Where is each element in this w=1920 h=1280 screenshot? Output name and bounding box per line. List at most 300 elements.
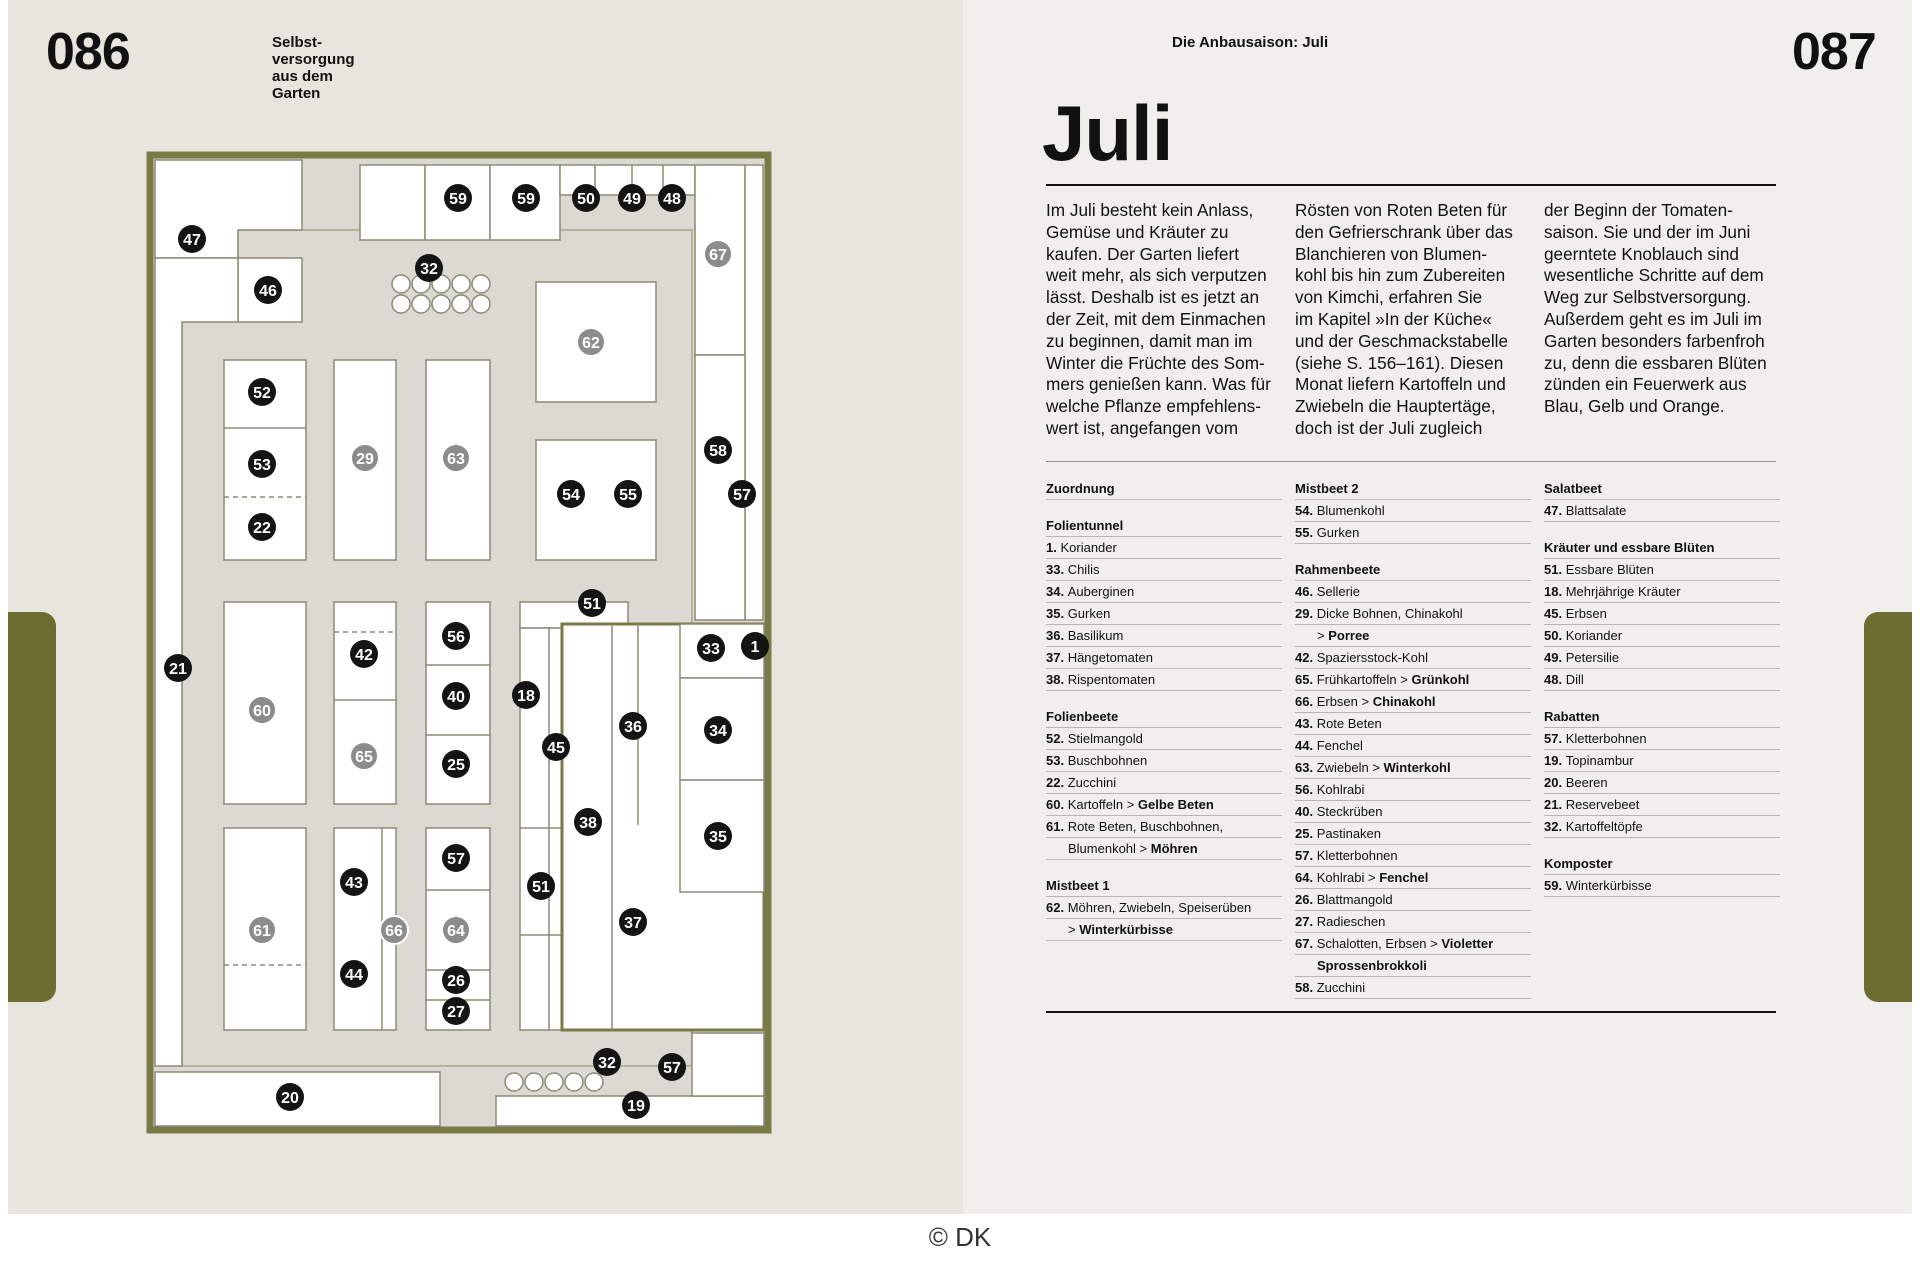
plan-marker-label: 64 [447, 923, 465, 940]
legend-text: Kartoffeltöpfe [1565, 819, 1643, 834]
garden-plan [0, 0, 780, 1150]
plan-marker [704, 716, 732, 744]
legend-text: Basilikum [1067, 628, 1124, 643]
legend-text: Stielmangold [1067, 731, 1143, 746]
legend-row [1295, 801, 1531, 823]
plan-marker-label: 50 [577, 191, 595, 208]
legend-text: Steckrüben [1316, 804, 1383, 819]
body-line: Monat liefern Kartoffeln und [1295, 374, 1506, 395]
legend-heading: Mistbeet 2 [1295, 478, 1531, 500]
legend-row [1544, 500, 1780, 522]
legend-row [1544, 750, 1780, 772]
plan-marker-label: 22 [253, 520, 271, 537]
legend-text: Zucchini [1316, 980, 1366, 995]
plan-marker-label: 26 [447, 973, 465, 990]
plan-marker [442, 916, 470, 944]
chapter-tab-right [1864, 612, 1912, 1002]
plan-marker [704, 822, 732, 850]
plan-marker-label: 58 [709, 443, 727, 460]
legend-text: Dill [1565, 672, 1584, 687]
plan-marker-label: 51 [532, 879, 550, 896]
legend-row [1046, 816, 1282, 838]
legend-row [1046, 772, 1282, 794]
section-label: Selbst- versorgung aus dem Garten [272, 34, 355, 102]
body-line: kaufen. Der Garten liefert [1046, 243, 1239, 264]
plan-marker-label: 46 [259, 283, 277, 300]
plan-marker [741, 632, 769, 660]
body-line: Im Juli besteht kein Anlass, [1046, 200, 1254, 220]
body-line: zu, denn die essbaren Blüten [1544, 352, 1767, 373]
plan-marker [658, 184, 686, 212]
legend-text: Topinambur [1565, 753, 1634, 768]
legend-text: Sellerie [1316, 584, 1361, 599]
plan-marker-label: 56 [447, 629, 465, 646]
plan-marker [350, 640, 378, 668]
legend-text: Rote Beten, Buschbohnen, [1067, 819, 1224, 834]
plan-marker [619, 908, 647, 936]
legend-row [1544, 559, 1780, 581]
plan-marker-label: 47 [183, 232, 201, 249]
legend-text: Erbsen [1565, 606, 1607, 621]
plan-marker-label: 21 [169, 661, 187, 678]
plan-marker-label: 18 [517, 688, 535, 705]
legend-number: 60. [1046, 797, 1068, 812]
bed-top-1 [360, 165, 425, 240]
legend-text: Frühkartoffeln > [1316, 672, 1412, 687]
plan-marker-label: 37 [624, 915, 642, 932]
legend-text: Pastinaken [1316, 826, 1382, 841]
legend-number: 56. [1295, 782, 1317, 797]
plan-marker [350, 742, 378, 770]
body-column-1 [1046, 200, 1278, 440]
plan-marker [619, 712, 647, 740]
legend-number: 50. [1544, 628, 1566, 643]
body-line: zu beginnen, damit man im [1046, 330, 1253, 351]
legend-result: Porree [1328, 628, 1370, 643]
plan-marker [340, 960, 368, 988]
plan-marker [512, 681, 540, 709]
legend-text: Blattmangold [1316, 892, 1393, 907]
legend-text: Zwiebeln > [1316, 760, 1384, 775]
legend-number: 52. [1046, 731, 1068, 746]
legend-text: Fenchel [1316, 738, 1363, 753]
legend-row [1295, 977, 1531, 999]
body-line: doch ist der Juli zugleich [1295, 417, 1483, 438]
plan-marker [444, 184, 472, 212]
legend-number: 51. [1544, 562, 1566, 577]
legend-text: Schalotten, Erbsen > [1316, 936, 1442, 951]
legend-result: Fenchel [1379, 870, 1429, 885]
legend-number: 59. [1544, 878, 1566, 893]
legend-text: Kletterbohnen [1565, 731, 1647, 746]
plan-marker [248, 916, 276, 944]
legend-result: Violetter [1441, 936, 1494, 951]
body-line: Winter die Früchte des Som- [1046, 352, 1265, 373]
legend-row [1544, 581, 1780, 603]
legend-number: 38. [1046, 672, 1068, 687]
plan-marker [618, 184, 646, 212]
plan-marker-label: 65 [355, 749, 373, 766]
plan-marker-label: 19 [627, 1098, 645, 1115]
legend-heading: Folienbeete [1046, 706, 1282, 728]
legend-number: 61. [1046, 819, 1068, 834]
body-line: wert ist, angefangen vom [1046, 417, 1239, 438]
legend-text: Erbsen > [1316, 694, 1373, 709]
legend-number: 47. [1544, 503, 1566, 518]
page-number-left: 086 [46, 23, 130, 81]
legend-number: 54. [1295, 503, 1317, 518]
legend-heading: Zuordnung [1046, 478, 1282, 500]
plan-marker [248, 513, 276, 541]
legend-text: > [1068, 922, 1080, 937]
plan-marker-label: 38 [579, 815, 597, 832]
plan-marker [442, 444, 470, 472]
plan-marker-label: 57 [733, 487, 751, 504]
legend-text: Dicke Bohnen, Chinakohl [1316, 606, 1463, 621]
legend-number: 36. [1046, 628, 1068, 643]
body-line: lässt. Deshalb ist es jetzt an [1046, 287, 1260, 308]
body-line: zünden ein Feuerwerk aus [1544, 374, 1747, 395]
legend-number: 58. [1295, 980, 1317, 995]
body-line: Blau, Gelb und Orange. [1544, 396, 1725, 417]
plan-marker-label: 62 [582, 335, 600, 352]
legend-heading: Rabatten [1544, 706, 1780, 728]
legend-row [1295, 867, 1531, 889]
plan-marker [442, 844, 470, 872]
legend-number: 27. [1295, 914, 1317, 929]
legend-number: 48. [1544, 672, 1566, 687]
body-line: wesentliche Schritte auf dem [1544, 265, 1764, 286]
plan-marker [178, 225, 206, 253]
legend-heading: Kräuter und essbare Blüten [1544, 537, 1780, 559]
legend-number: 1. [1046, 540, 1061, 555]
legend-text: Auberginen [1067, 584, 1135, 599]
plan-marker [351, 444, 379, 472]
legend-text: Buschbohnen [1067, 753, 1148, 768]
legend-row [1544, 625, 1780, 647]
legend-row [1046, 897, 1282, 919]
plan-marker [248, 696, 276, 724]
legend-text: Petersilie [1565, 650, 1620, 665]
legend-number: 67. [1295, 936, 1317, 951]
legend-number: 55. [1295, 525, 1317, 540]
legend-row [1295, 581, 1531, 603]
legend-result: Grünkohl [1411, 672, 1470, 687]
running-head: Die Anbausaison: Juli [1172, 34, 1329, 51]
legend-text: Rispentomaten [1067, 672, 1156, 687]
legend-text: Blumenkohl [1316, 503, 1385, 518]
plan-marker-label: 54 [562, 487, 580, 504]
plan-marker-label: 1 [750, 639, 760, 656]
legend-text: Gurken [1316, 525, 1360, 540]
legend-number: 42. [1295, 650, 1317, 665]
plan-marker [442, 682, 470, 710]
plan-marker-label: 40 [447, 689, 465, 706]
legend-row [1544, 728, 1780, 750]
legend-text: Beeren [1565, 775, 1608, 790]
legend-row [1046, 919, 1282, 941]
plan-marker [248, 378, 276, 406]
plan-marker [164, 654, 192, 682]
plan-marker [614, 480, 642, 508]
legend-text: Blattsalate [1565, 503, 1627, 518]
bed-57-bottom [692, 1033, 764, 1096]
plan-marker-label: 63 [447, 451, 465, 468]
legend-result: Winterkürbisse [1079, 922, 1174, 937]
legend-number: 34. [1046, 584, 1068, 599]
plan-marker-label: 44 [345, 967, 363, 984]
plan-marker-label: 57 [447, 851, 465, 868]
body-line: und der Geschmackstabelle [1295, 330, 1509, 351]
legend-row [1544, 603, 1780, 625]
legend-row [1046, 537, 1282, 559]
legend-number: 57. [1544, 731, 1566, 746]
plan-marker [248, 450, 276, 478]
legend-text: Radieschen [1316, 914, 1386, 929]
plan-marker-label: 33 [702, 641, 720, 658]
plan-marker-label: 35 [709, 829, 727, 846]
legend-text: Rote Beten [1316, 716, 1382, 731]
legend-row [1544, 875, 1780, 897]
body-column-2 [1295, 200, 1527, 440]
plan-marker-label: 59 [449, 191, 467, 208]
legend-result: Sprossenbrokkoli [1317, 958, 1427, 973]
plan-marker [415, 254, 443, 282]
legend-result: Gelbe Beten [1137, 797, 1214, 812]
body-line: der Zeit, mit dem Einmachen [1046, 308, 1266, 329]
legend-text: Kartoffeln > [1067, 797, 1138, 812]
legend-row [1295, 713, 1531, 735]
legend-number: 49. [1544, 650, 1566, 665]
legend-number: 45. [1544, 606, 1566, 621]
body-line: Garten besonders farbenfroh [1544, 330, 1765, 351]
plan-marker-label: 67 [709, 247, 727, 264]
legend-row [1046, 559, 1282, 581]
plan-marker [697, 634, 725, 662]
legend-row [1046, 794, 1282, 816]
plan-marker [658, 1053, 686, 1081]
legend-number: 33. [1046, 562, 1068, 577]
plan-marker [276, 1083, 304, 1111]
table-top-rule [1046, 461, 1776, 462]
page-title: Juli [1042, 89, 1173, 177]
legend-text: Blumenkohl > [1068, 841, 1151, 856]
plan-marker-label: 66 [385, 923, 403, 940]
plan-marker-label: 27 [447, 1004, 465, 1021]
plan-marker [442, 622, 470, 650]
plan-marker-label: 25 [447, 757, 465, 774]
legend-row [1046, 669, 1282, 691]
legend-row [1295, 955, 1531, 977]
legend-row [1544, 816, 1780, 838]
table-bottom-rule [1046, 1011, 1776, 1013]
plan-marker-label: 61 [253, 923, 271, 940]
legend-number: 25. [1295, 826, 1317, 841]
legend-heading: Folientunnel [1046, 515, 1282, 537]
legend-text: Gurken [1067, 606, 1111, 621]
legend-row [1295, 779, 1531, 801]
legend-row [1295, 757, 1531, 779]
legend-text: Kohlrabi > [1316, 870, 1380, 885]
legend-number: 40. [1295, 804, 1317, 819]
legend-number: 63. [1295, 760, 1317, 775]
legend-text: Kohlrabi [1316, 782, 1365, 797]
plan-marker-label: 48 [663, 191, 681, 208]
body-line: geerntete Knoblauch sind [1544, 243, 1739, 264]
legend-column-3 [1544, 478, 1780, 897]
body-line: welche Pflanze empfehlens- [1046, 396, 1261, 417]
plan-marker [572, 184, 600, 212]
legend-number: 19. [1544, 753, 1566, 768]
plan-marker-label: 42 [355, 647, 373, 664]
body-line: Weg zur Selbstversorgung. [1544, 287, 1751, 308]
legend-row [1046, 581, 1282, 603]
legend-number: 21. [1544, 797, 1566, 812]
body-line: Rösten von Roten Beten für [1295, 200, 1508, 220]
plan-marker-label: 34 [709, 723, 727, 740]
body-line: Zwiebeln die Hauptertäge, [1295, 396, 1496, 417]
legend-row [1295, 823, 1531, 845]
legend-number: 65. [1295, 672, 1317, 687]
legend-row [1046, 625, 1282, 647]
legend-number: 43. [1295, 716, 1317, 731]
legend-row [1046, 647, 1282, 669]
legend-number: 66. [1295, 694, 1317, 709]
legend-number: 44. [1295, 738, 1317, 753]
legend-row [1295, 625, 1531, 647]
plan-marker [704, 240, 732, 268]
legend-text: Mehrjährige Kräuter [1565, 584, 1681, 599]
legend-row [1046, 728, 1282, 750]
legend-text: Kletterbohnen [1316, 848, 1398, 863]
legend-heading: Mistbeet 1 [1046, 875, 1282, 897]
legend-row [1295, 889, 1531, 911]
legend-number: 57. [1295, 848, 1317, 863]
plan-marker [578, 589, 606, 617]
legend-text: Koriander [1060, 540, 1117, 555]
legend-row [1295, 933, 1531, 955]
body-line: der Beginn der Tomaten- [1544, 200, 1733, 220]
legend-row [1544, 669, 1780, 691]
plan-marker [442, 997, 470, 1025]
plan-marker [527, 872, 555, 900]
legend-row [1295, 669, 1531, 691]
legend-row [1046, 603, 1282, 625]
legend-text: Chilis [1067, 562, 1100, 577]
legend-number: 29. [1295, 606, 1317, 621]
body-line: mers genießen kann. Was für [1046, 374, 1271, 395]
legend-text: Koriander [1565, 628, 1623, 643]
legend-number: 37. [1046, 650, 1068, 665]
legend-text: Möhren, Zwiebeln, Speiserüben [1067, 900, 1252, 915]
legend-result: Chinakohl [1372, 694, 1436, 709]
legend-row [1544, 647, 1780, 669]
legend-number: 18. [1544, 584, 1566, 599]
plan-marker [254, 276, 282, 304]
legend-text: Winterkürbisse [1565, 878, 1652, 893]
plan-marker [442, 966, 470, 994]
plan-marker [340, 868, 368, 896]
copyright: © DK [928, 1222, 992, 1252]
legend-row [1295, 735, 1531, 757]
legend-column-2 [1295, 478, 1531, 999]
plan-marker [704, 436, 732, 464]
legend-number: 46. [1295, 584, 1317, 599]
legend-number: 22. [1046, 775, 1068, 790]
plan-marker [728, 480, 756, 508]
legend-number: 64. [1295, 870, 1317, 885]
legend-text: > [1317, 628, 1329, 643]
legend-row [1295, 522, 1531, 544]
plan-marker [442, 750, 470, 778]
legend-text: Essbare Blüten [1565, 562, 1654, 577]
plan-marker-label: 57 [663, 1060, 681, 1077]
body-line: von Kimchi, erfahren Sie [1295, 287, 1483, 308]
body-line: weit mehr, als sich verputzen [1046, 265, 1267, 286]
legend-result: Winterkohl [1383, 760, 1451, 775]
plan-marker [542, 733, 570, 761]
legend-row [1046, 838, 1282, 860]
legend-number: 26. [1295, 892, 1317, 907]
legend-number: 35. [1046, 606, 1068, 621]
legend-heading: Rahmenbeete [1295, 559, 1531, 581]
legend-row [1544, 794, 1780, 816]
plan-marker [577, 328, 605, 356]
plan-marker-label: 20 [281, 1090, 299, 1107]
plan-marker-label: 52 [253, 385, 271, 402]
body-line: Außerdem geht es im Juli im [1544, 308, 1762, 329]
plan-marker-label: 36 [624, 719, 642, 736]
body-line: kohl bis hin zum Zubereiten [1295, 265, 1506, 286]
legend-row [1046, 750, 1282, 772]
body-line: (siehe S. 156–161). Diesen [1295, 352, 1504, 373]
legend-text: Hängetomaten [1067, 650, 1153, 665]
legend-row [1295, 603, 1531, 625]
plan-marker-label: 51 [583, 596, 601, 613]
body-line: im Kapitel »In der Küche« [1295, 308, 1492, 329]
legend-heading: Salatbeet [1544, 478, 1780, 500]
plan-marker-label: 53 [253, 457, 271, 474]
plan-marker-label: 55 [619, 487, 637, 504]
body-line: saison. Sie und der im Juni [1544, 221, 1751, 242]
legend-column-1 [1046, 478, 1282, 941]
plan-marker [557, 480, 585, 508]
body-column-3 [1544, 200, 1776, 418]
legend-row [1295, 911, 1531, 933]
legend-row [1295, 500, 1531, 522]
plan-marker-label: 43 [345, 875, 363, 892]
legend-heading: Komposter [1544, 853, 1780, 875]
legend-number: 53. [1046, 753, 1068, 768]
title-rule [1046, 184, 1776, 186]
plan-marker-label: 29 [356, 451, 374, 468]
plan-marker [512, 184, 540, 212]
plan-marker-label: 32 [420, 261, 438, 278]
legend-row [1544, 772, 1780, 794]
plan-marker [593, 1048, 621, 1076]
plan-marker-label: 49 [623, 191, 641, 208]
page-number-right: 087 [1792, 23, 1876, 81]
plan-marker-label: 32 [598, 1055, 616, 1072]
plan-marker-label: 45 [547, 740, 565, 757]
legend-row [1295, 845, 1531, 867]
body-line: den Gefrierschrank über das [1295, 221, 1513, 242]
legend-row [1295, 691, 1531, 713]
legend-text: Reservebeet [1565, 797, 1640, 812]
legend-number: 20. [1544, 775, 1566, 790]
legend-number: 62. [1046, 900, 1068, 915]
legend-row [1295, 647, 1531, 669]
